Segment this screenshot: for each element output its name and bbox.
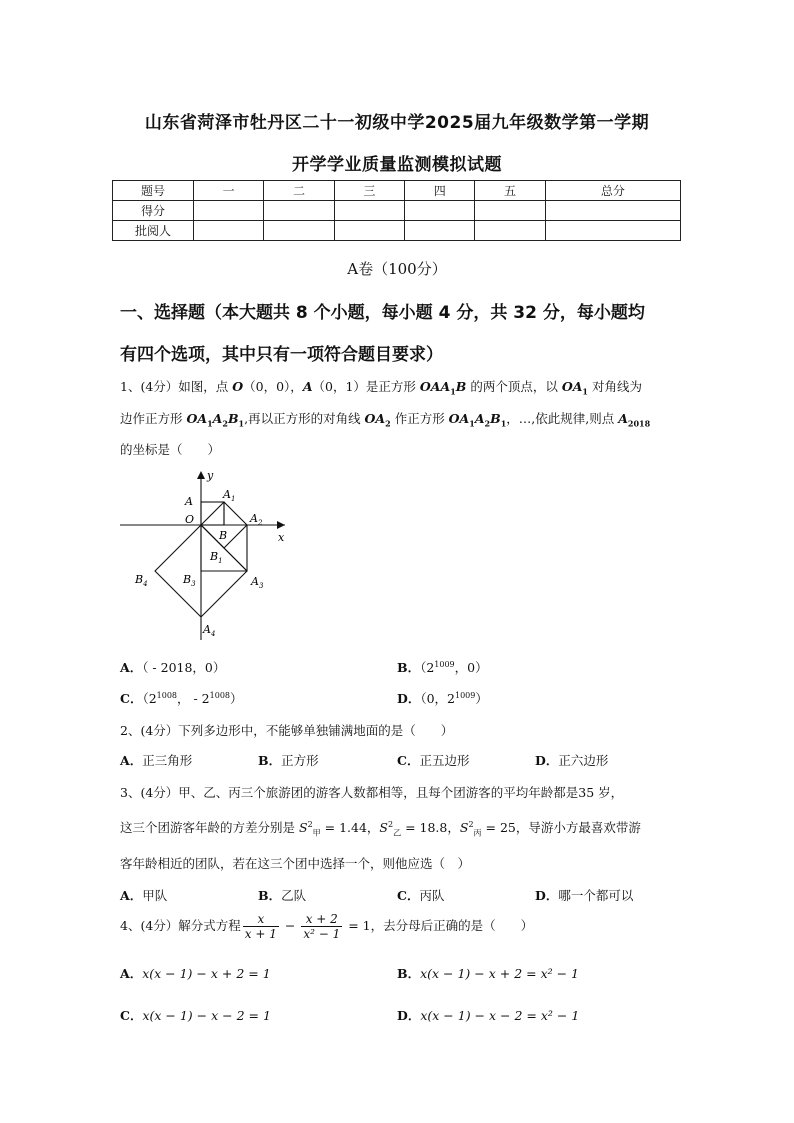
score-table: [112, 180, 681, 241]
section1-title-line1: 一、选择题（本大题共 8 个小题，每小题 4 分，共 32 分，每小题均: [120, 303, 645, 323]
score-cell[interactable]: [545, 201, 680, 221]
row-header: 得分: [113, 201, 194, 221]
label-b3: $B_3$: [183, 573, 196, 588]
q1-option-d[interactable]: D．（0，$2^{1009}$）: [397, 690, 488, 706]
label-a: A: [185, 495, 193, 508]
row-header: 批阅人: [113, 221, 194, 241]
q1-stem-line3: 的坐标是（ ）: [120, 442, 221, 457]
grader-cell[interactable]: [405, 221, 475, 241]
col-header: 一: [194, 181, 264, 201]
col-header: 四: [405, 181, 475, 201]
label-y: y: [207, 469, 214, 482]
col-header: 二: [264, 181, 334, 201]
q3-stem-line2: 这三个团游客年龄的方差分别是 $S^2_甲 = 1.44$，$S^2_乙 = 18.8$，$S^2_丙 = 25$，导游小方最喜欢带游: [120, 819, 641, 838]
q1-stem-line1: 1、(4分）如图，点 O（0，0），A（0，1）是正方形 $OAA_1B$ 的两个顶点，以 $OA_1$ 对角线为: [120, 379, 642, 397]
q1-stem-line2: 边作正方形 $OA_1A_2B_1$,再以正方形的对角线 $OA_2$ 作正方形 $OA_1A_2B_1$，…,依此规律,则点 $A_{2018}$: [120, 411, 651, 429]
score-cell[interactable]: [475, 201, 545, 221]
score-cell[interactable]: [405, 201, 475, 221]
exam-title-line2: 开学学业质量监测模拟试题: [292, 155, 502, 175]
fraction-2: $\frac{x + 2}{\text{x² − 1}}$: [303, 912, 341, 941]
q3-stem-line3: 客年龄相近的团队，若在这三个团中选择一个，则他应选（ ）: [120, 856, 471, 871]
grader-cell[interactable]: [194, 221, 264, 241]
label-o: O: [185, 513, 195, 526]
q2-stem: 2、(4分）下列多边形中，不能够单独铺满地面的是（ ）: [120, 723, 454, 738]
q3-option-a[interactable]: A．甲队: [120, 888, 168, 903]
col-header: 五: [475, 181, 545, 201]
exam-title-line1: 山东省菏泽市牡丹区二十一初级中学2025届九年级数学第一学期: [144, 113, 650, 133]
label-a1: $A_1$: [223, 488, 236, 503]
y-arrow-icon: [197, 471, 205, 479]
label-x: x: [278, 531, 285, 544]
volume-a-heading: A卷（100分）: [347, 260, 447, 278]
score-table-header-row: [113, 181, 681, 201]
section1-title-line2: 有四个选项，其中只有一项符合题目要求）: [120, 345, 443, 365]
q1-option-a[interactable]: A．（ - 2018，0）: [120, 660, 226, 675]
x-arrow-icon: [277, 521, 285, 529]
q1-option-c[interactable]: C．（$2^{1008}$， - $2^{1008}$）: [120, 690, 243, 706]
q2-option-a[interactable]: A．正三角形: [120, 753, 193, 768]
q4-stem: 4、(4分）解分式方程 $\frac{x}{x + 1}$ − $\frac{x + 2}{\text{x² − 1}}$ = 1，去分母后正确的是（ ）: [120, 912, 534, 941]
q1-option-b[interactable]: B．（$2^{1009}$，0）: [397, 659, 488, 675]
grader-row: [113, 221, 681, 241]
label-b: B: [219, 529, 228, 542]
q2-option-c[interactable]: C．正五边形: [397, 753, 470, 768]
score-cell[interactable]: [194, 201, 264, 221]
label-b1: $B_1$: [210, 550, 223, 565]
q1-figure: [115, 465, 295, 645]
label-a3: $A_3$: [251, 575, 264, 590]
grader-cell[interactable]: [264, 221, 334, 241]
col-header: 三: [334, 181, 404, 201]
q3-option-b[interactable]: B．乙队: [258, 888, 307, 903]
q2-option-d[interactable]: D．正六边形: [535, 753, 609, 768]
score-cell[interactable]: [334, 201, 404, 221]
col-header: 题号: [113, 181, 194, 201]
fraction-1: $\frac{x}{x + 1}$: [244, 912, 277, 941]
q4-option-b[interactable]: B．x(x − 1) − x + 2 = x² − 1: [397, 966, 580, 981]
label-b4: $B_4$: [135, 573, 148, 588]
q3-option-d[interactable]: D．哪一个都可以: [535, 888, 634, 903]
q2-option-b[interactable]: B．正方形: [258, 753, 319, 768]
label-a2: $A_2$: [250, 512, 263, 527]
q4-option-d[interactable]: D．x(x − 1) − x − 2 = x² − 1: [397, 1008, 580, 1023]
q4-option-a[interactable]: A．x(x − 1) − x + 2 = 1: [120, 966, 271, 981]
score-cell[interactable]: [264, 201, 334, 221]
label-a4: $A_4$: [203, 623, 216, 638]
q3-option-c[interactable]: C．丙队: [397, 888, 445, 903]
score-row: [113, 201, 681, 221]
grader-cell[interactable]: [545, 221, 680, 241]
grader-cell[interactable]: [334, 221, 404, 241]
col-header: 总分: [545, 181, 680, 201]
q3-stem-line1: 3、(4分）甲、乙、丙三个旅游团的游客人数都相等，且每个团游客的平均年龄都是35 岁，: [120, 785, 624, 800]
q4-option-c[interactable]: C．x(x − 1) − x − 2 = 1: [120, 1008, 271, 1023]
grader-cell[interactable]: [475, 221, 545, 241]
